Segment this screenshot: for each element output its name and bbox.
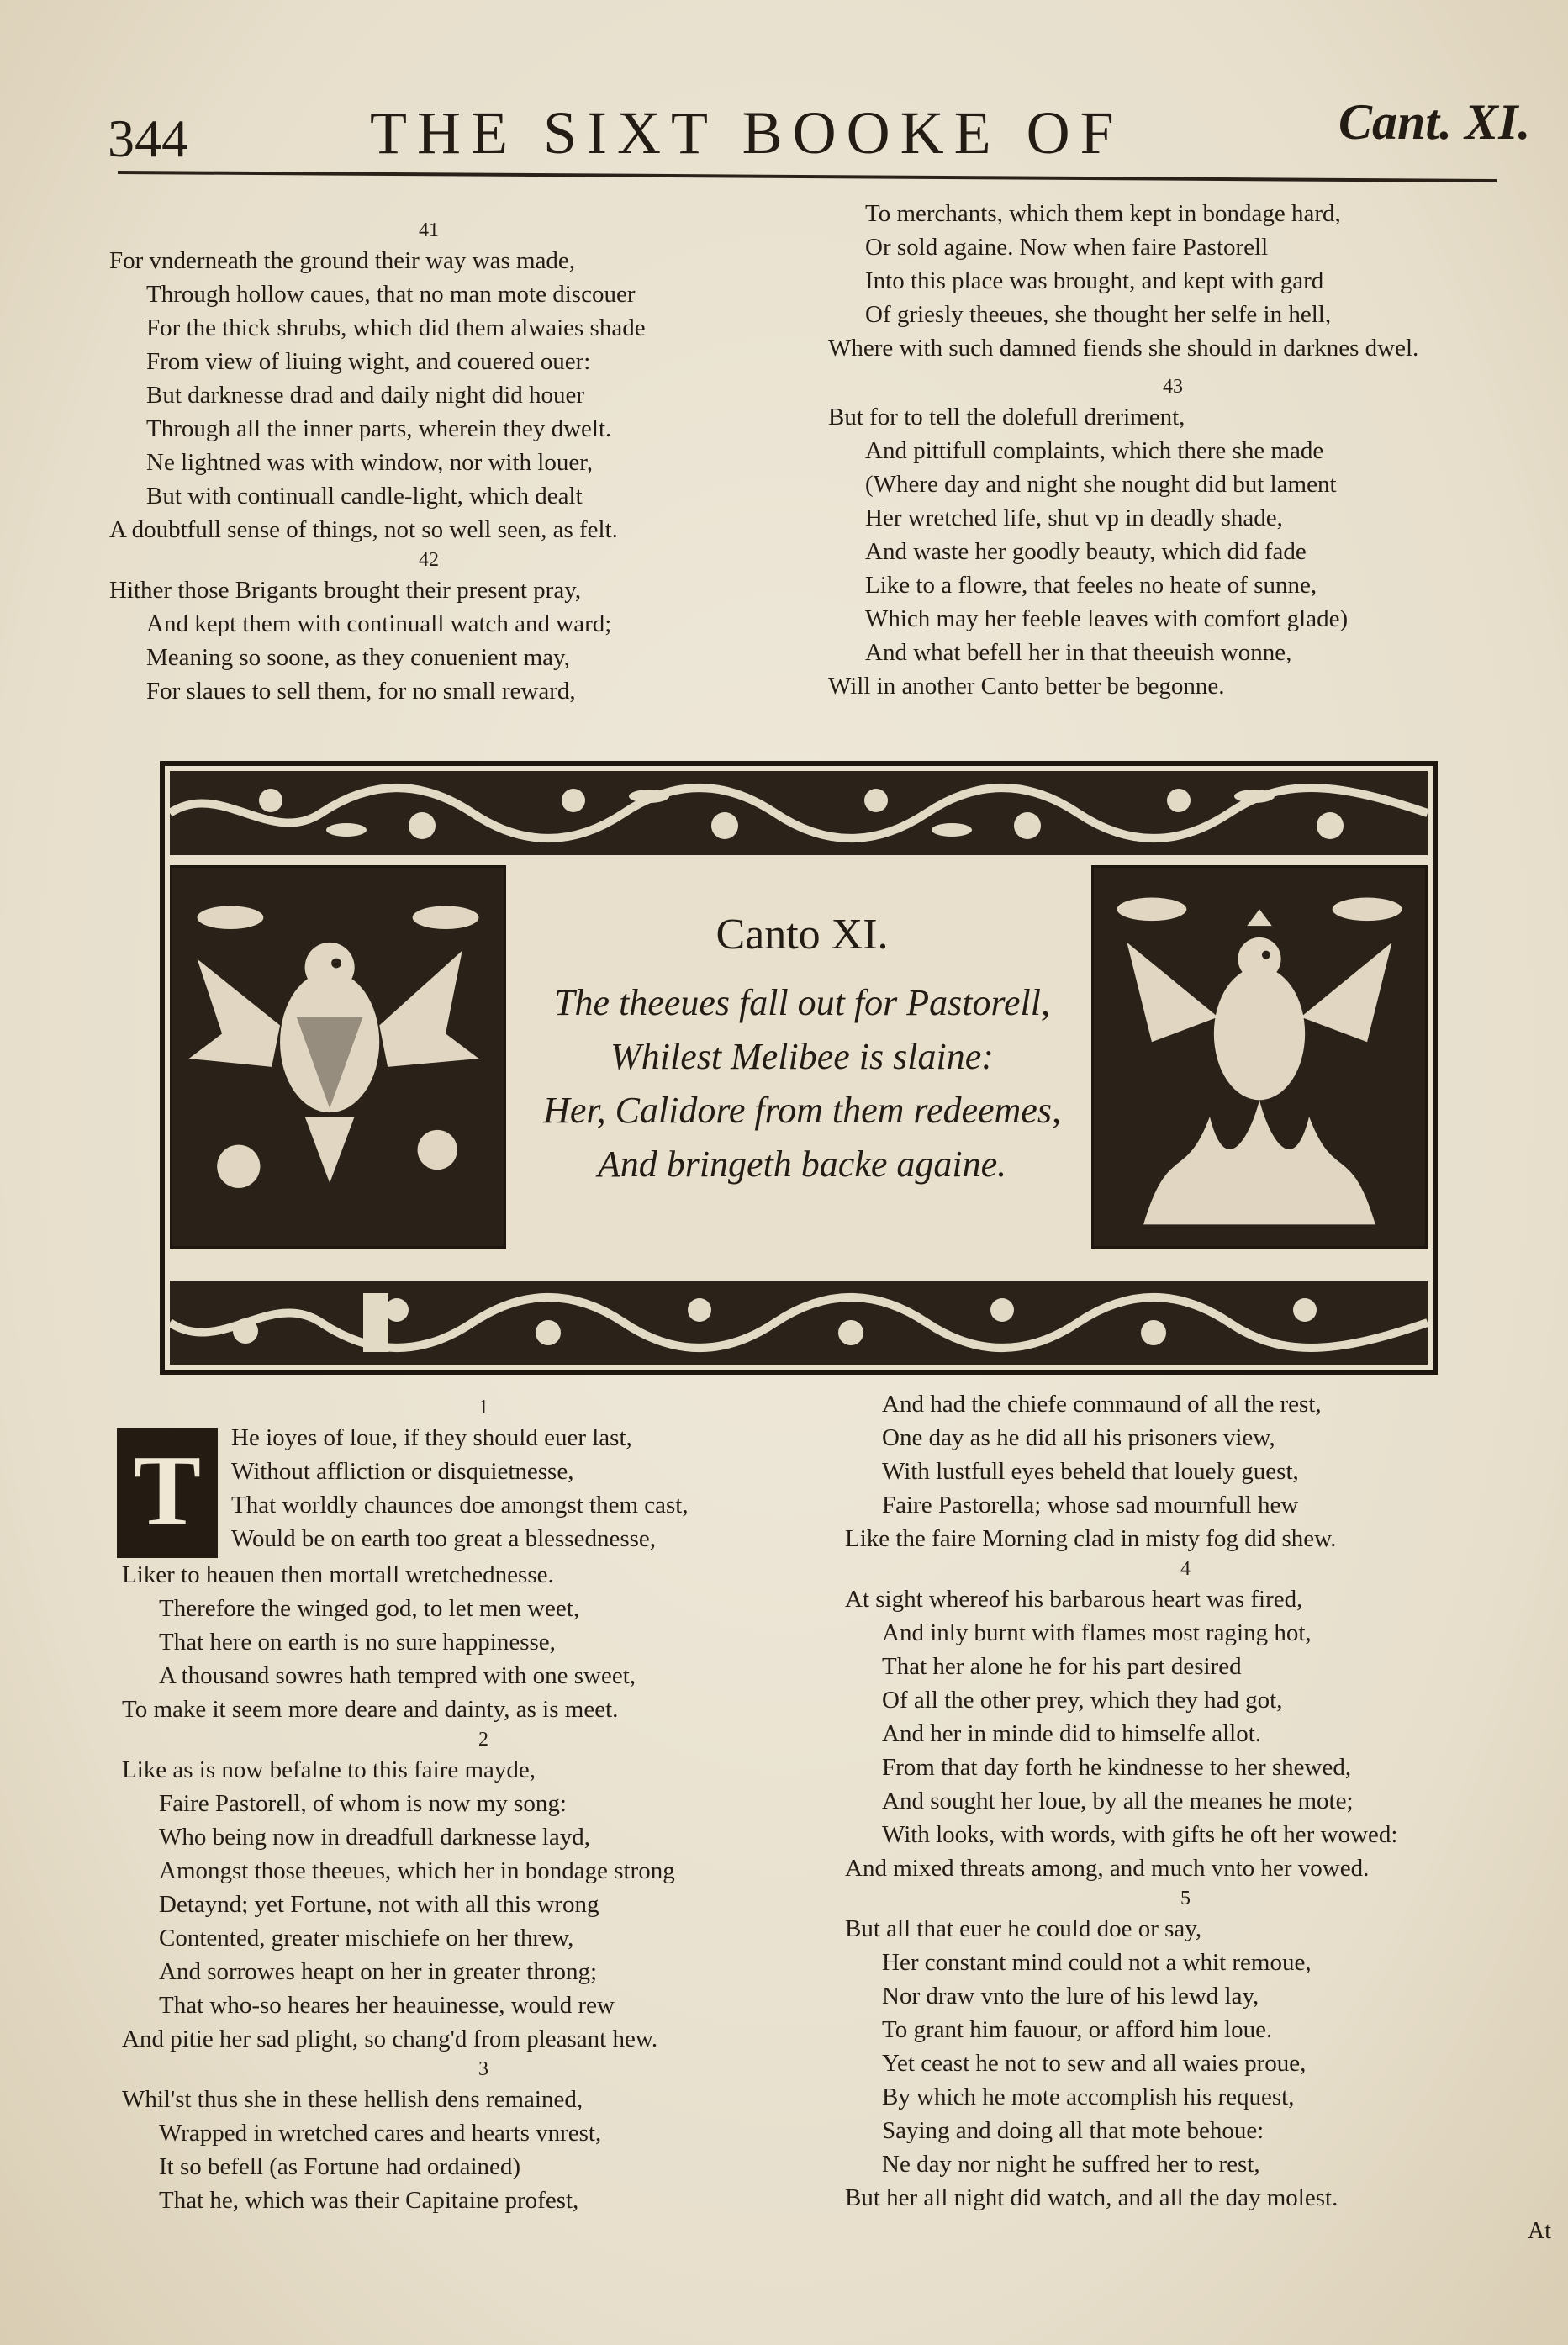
verse-line: Which may her feeble leaves with comfort glade): [865, 605, 1349, 632]
verse-line: And inly burnt with flames most raging hot,: [882, 1619, 1312, 1646]
verse-line: Or sold againe. Now when faire Pastorell: [865, 234, 1269, 261]
stanza-3: [122, 2083, 845, 2217]
verse-line: And waste her goodly beauty, which did fade: [865, 538, 1307, 565]
canto-xi-right-column: [845, 1387, 1551, 2248]
verse-line: Into this place was brought, and kept with gard: [865, 267, 1324, 294]
verse-line: Like the faire Morning clad in misty fog did shew.: [845, 1525, 1337, 1552]
verse-line: Her constant mind could not a whit remoue,: [882, 1949, 1312, 1976]
verse-line: Wrapped in wretched cares and hearts vnrest,: [159, 2120, 602, 2147]
page-header: [0, 76, 1568, 168]
verse-line: A thousand sowres hath tempred with one sweet,: [159, 1662, 636, 1689]
verse-line: But for to tell the dolefull dreriment,: [828, 404, 1185, 430]
verse-line: But her all night did watch, and all the day molest.: [845, 2184, 1338, 2211]
eagle-icon: [170, 865, 506, 1249]
argument-line: And bringeth backe againe.: [597, 1143, 1007, 1185]
stanza-2: [122, 1753, 845, 2056]
verse-line: And sought her loue, by all the meanes he mote;: [882, 1788, 1354, 1814]
verse-line: Yet ceast he not to sew and all waies proue,: [882, 2050, 1307, 2077]
stanza-42: [109, 573, 748, 708]
stanza-number: 4: [1180, 1558, 1191, 1580]
verse-line: Contented, greater mischiefe on her threw,: [159, 1925, 574, 1952]
page-number: 344: [108, 108, 188, 168]
stanza-42-continued: [828, 197, 1518, 365]
verse-line: Through all the inner parts, wherein they dwelt.: [146, 415, 612, 442]
verse-line: And her in minde did to himselfe allot.: [882, 1720, 1262, 1747]
verse-line: Faire Pastorell, of whom is now my song:: [159, 1790, 567, 1817]
verse-line: That worldly chaunces doe amongst them cast,: [231, 1492, 689, 1518]
verse-line: Of griesly theeues, she thought her selfe in hell,: [865, 301, 1332, 328]
stanza-number: 42: [419, 549, 439, 571]
running-title: THE SIXT BOOKE OF: [370, 99, 1124, 166]
argument-line: Her, Calidore from them redeemes,: [543, 1090, 1061, 1131]
stanza-number: 41: [419, 219, 439, 241]
canto-xi-left-column: [122, 1394, 845, 2217]
verse-line: Amongst those theeues, which her in bondage strong: [159, 1857, 675, 1884]
canto-argument: [518, 976, 1086, 1191]
verse-line: By which he mote accomplish his request,: [882, 2084, 1295, 2110]
verse-line: At sight whereof his barbarous heart was fired,: [845, 1586, 1303, 1613]
verse-line: Like as is now befalne to this faire mayde,: [122, 1756, 536, 1783]
stanza-1: [122, 1421, 845, 1726]
verse-line: For the thick shrubs, which did them alwaies shade: [146, 314, 646, 341]
verse-line: Ne day nor night he suffred her to rest,: [882, 2151, 1260, 2178]
floral-border-top: [170, 771, 1428, 855]
woodcut-headpiece: [160, 761, 1438, 1375]
verse-line: To grant him fauour, or afford him loue.: [882, 2016, 1273, 2043]
verse-line: Meaning so soone, as they conuenient may,: [146, 644, 570, 671]
verse-line: From that day forth he kindnesse to her shewed,: [882, 1754, 1352, 1781]
verse-line: Where with such damned fiends she should in darknes dwel.: [828, 335, 1419, 362]
verse-line: And kept them with continuall watch and ward;: [146, 610, 612, 637]
drop-cap: T: [117, 1428, 218, 1558]
verse-line: And what befell her in that theeuish wonne,: [865, 639, 1292, 666]
verse-line: Without affliction or disquietnesse,: [231, 1458, 574, 1485]
verse-line: That he, which was their Capitaine profest,: [159, 2187, 579, 2214]
verse-line: Like to a flowre, that feeles no heate of sunne,: [865, 572, 1317, 599]
verse-line: Would be on earth too great a blessednesse,: [231, 1525, 657, 1552]
verse-line: With looks, with words, with gifts he oft her wowed:: [882, 1821, 1398, 1848]
verse-line: From view of liuing wight, and couered ouer:: [146, 348, 591, 375]
header-rule: [118, 171, 1497, 182]
verse-line: It so befell (as Fortune had ordained): [159, 2153, 521, 2180]
stanza-number: 5: [1180, 1888, 1191, 1909]
stanza-number: 43: [1163, 376, 1183, 398]
argument-line: The theeues fall out for Pastorell,: [554, 982, 1050, 1023]
verse-line: But darknesse drad and daily night did houer: [146, 382, 585, 409]
verse-line: Ne lightned was with window, nor with louer,: [146, 449, 593, 476]
argument-line: Whilest Melibee is slaine:: [610, 1036, 994, 1077]
stanza-43: [828, 400, 1518, 703]
verse-line: Liker to heauen then mortall wretchednesse.: [122, 1561, 554, 1588]
verse-line: For vnderneath the ground their way was made,: [109, 247, 576, 274]
verse-line: And pitie her sad plight, so chang'd from pleasant hew.: [122, 2025, 658, 2052]
verse-line: That here on earth is no sure happinesse,: [159, 1629, 556, 1656]
verse-line: He ioyes of loue, if they should euer last,: [231, 1424, 632, 1451]
verse-line: To merchants, which them kept in bondage hard,: [865, 200, 1341, 227]
verse-line: With lustfull eyes beheld that louely guest,: [882, 1458, 1299, 1485]
prev-canto-right-column: [828, 197, 1518, 703]
verse-line: Whil'st thus she in these hellish dens remained,: [122, 2086, 583, 2113]
verse-line: And pittifull complaints, which there she made: [865, 437, 1324, 464]
stanza-4: [845, 1582, 1526, 1885]
floral-border-bottom: [170, 1281, 1428, 1365]
canto-reference: Cant. XI.: [1338, 94, 1531, 150]
canto-title: Canto XI.: [715, 911, 889, 959]
verse-line: Of all the other prey, which they had got,: [882, 1687, 1283, 1714]
verse-line: Hither those Brigants brought their present pray,: [109, 577, 582, 604]
prev-canto-left-column: [109, 217, 748, 708]
verse-line: To make it seem more deare and dainty, as is meet.: [122, 1696, 619, 1723]
verse-line: For slaues to sell them, for no small reward,: [146, 678, 576, 705]
verse-line: That who-so heares her heauinesse, would rew: [159, 1992, 615, 2019]
stanza-41: [109, 244, 748, 547]
verse-line: And had the chiefe commaund of all the rest,: [882, 1391, 1322, 1418]
verse-line: But with continuall candle-light, which dealt: [146, 483, 583, 510]
verse-line: But all that euer he could doe or say,: [845, 1915, 1202, 1942]
canto-heading: [518, 865, 1086, 1249]
verse-line: Therefore the winged god, to let men weet,: [159, 1595, 580, 1622]
stanza-number: 1: [478, 1397, 488, 1418]
verse-line: Nor draw vnto the lure of his lewd lay,: [882, 1983, 1259, 2010]
stanza-number: 3: [478, 2058, 488, 2080]
verse-line: And mixed threats among, and much vnto her vowed.: [845, 1855, 1370, 1882]
verse-line: Who being now in dreadfull darknesse layd,: [159, 1824, 590, 1851]
verse-line: Faire Pastorella; whose sad mournfull hew: [882, 1492, 1299, 1518]
phoenix-icon: [1091, 865, 1428, 1249]
verse-line: Her wretched life, shut vp in deadly shade,: [865, 504, 1283, 531]
verse-line: And sorrowes heapt on her in greater throng;: [159, 1958, 598, 1985]
verse-line: A doubtfull sense of things, not so well seen, as felt.: [109, 516, 618, 543]
stanza-number: 2: [478, 1729, 488, 1751]
stanza-3-continued: [845, 1387, 1526, 1555]
verse-line: Detaynd; yet Fortune, not with all this wrong: [159, 1891, 599, 1918]
catchword: At: [1528, 2218, 1551, 2244]
verse-line: (Where day and night she nought did but lament: [865, 471, 1337, 498]
verse-line: One day as he did all his prisoners view,: [882, 1424, 1275, 1451]
verse-line: Will in another Canto better be begonne.: [828, 673, 1225, 700]
verse-line: That her alone he for his part desired: [882, 1653, 1242, 1680]
stanza-5: [845, 1912, 1526, 2215]
verse-line: Through hollow caues, that no man mote discouer: [146, 281, 636, 308]
verse-line: Saying and doing all that mote behoue:: [882, 2117, 1264, 2144]
